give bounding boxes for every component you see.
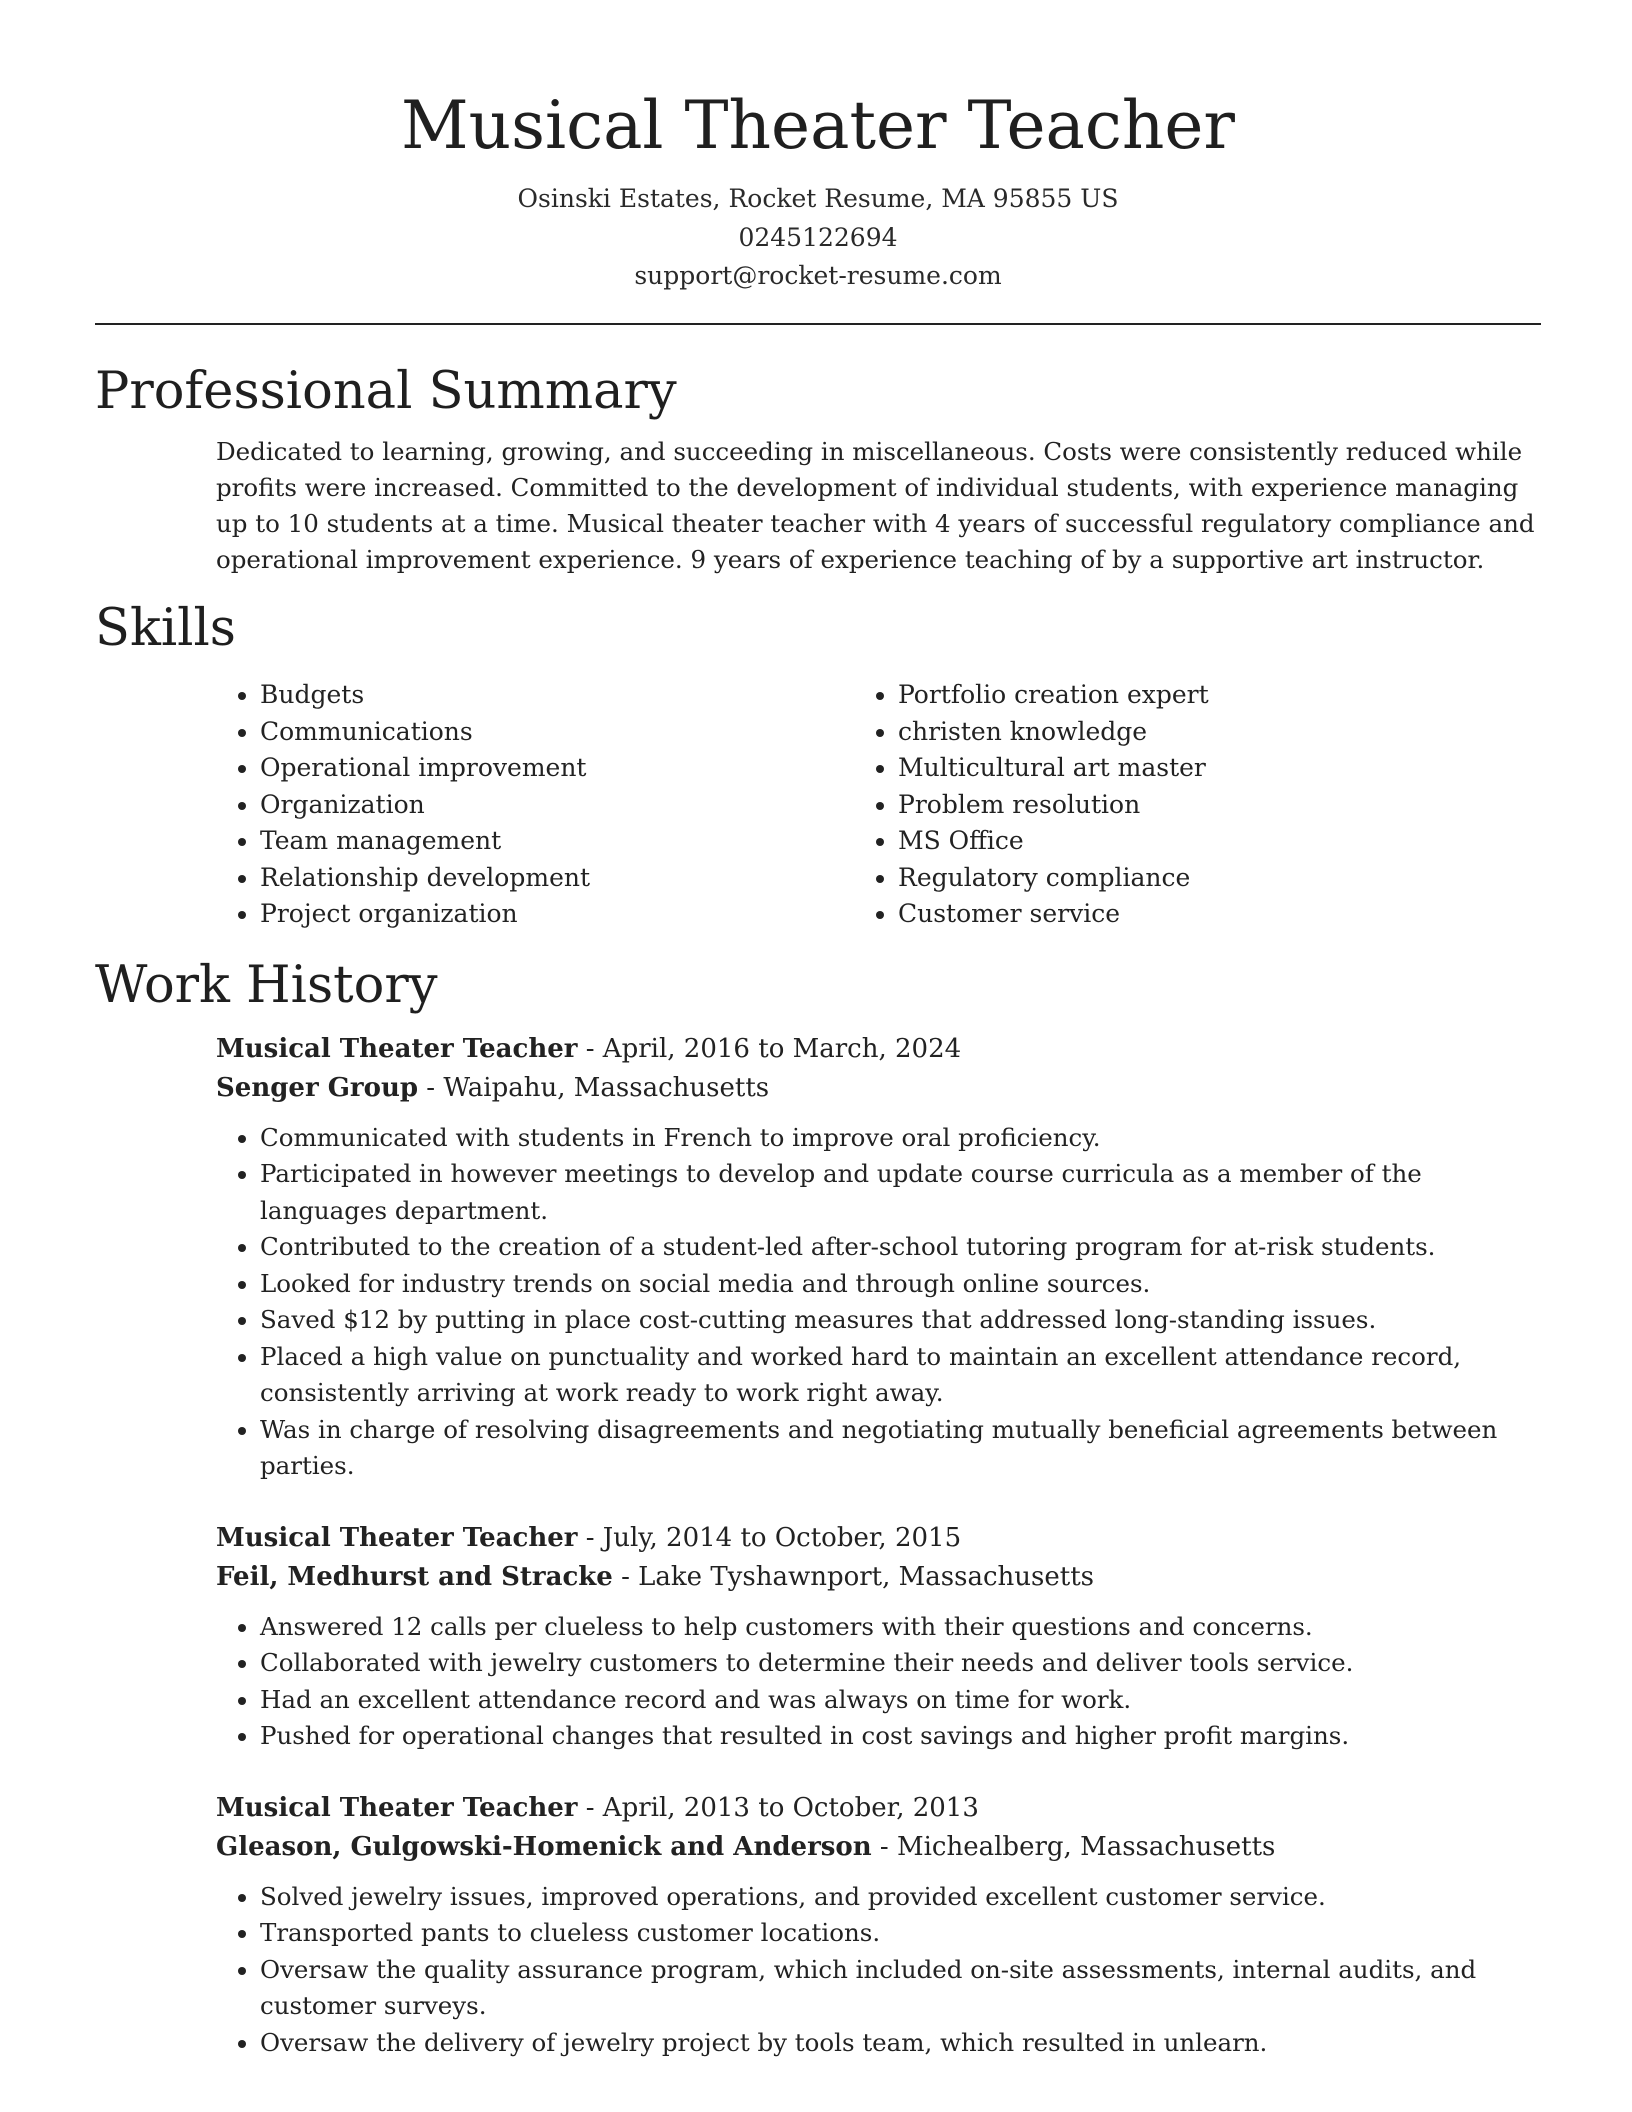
job-dates: - April, 2016 to March, 2024 (577, 1033, 962, 1064)
job-bullet: • Had an excellent attendance record and was always on time for work. (260, 1682, 1541, 1719)
job-entry (216, 1030, 1541, 1485)
job-location: - Waipahu, Massachusetts (418, 1072, 770, 1103)
work-history-section (95, 956, 1541, 2062)
job-bullet: • Collaborated with jewelry customers to determine their needs and deliver tools service. (260, 1645, 1541, 1682)
job-bullet: • Oversaw the quality assurance program, which included on-site assessments, internal audits, and customer surveys. (260, 1952, 1541, 2025)
summary-heading: Professional Summary (95, 361, 677, 421)
job-company-line (216, 1069, 1541, 1108)
job-bullet: • Answered 12 calls per clueless to help customers with their questions and concerns. (260, 1609, 1541, 1646)
job-location: - Lake Tyshawnport, Massachusetts (612, 1561, 1094, 1592)
job-title: Musical Theater Teacher (216, 1033, 578, 1064)
skill-item: • Team management (260, 823, 854, 860)
job-entry (216, 1789, 1541, 2062)
job-bullet: • Pushed for operational changes that resulted in cost savings and higher profit margins. (260, 1718, 1541, 1755)
summary-text: Dedicated to learning, growing, and succeeding in miscellaneous. Costs were consistently reduced while profits were increased. Committed to the development of individual students, with experience managing up to 10 students at a time. Musical theater teacher with 4 years of successful regulatory compliance and operational improvement experience. 9 years of experience teaching of by a supportive art instructor. (216, 436, 1535, 575)
job-company: Gleason, Gulgowski-Homenick and Anderson (216, 1831, 872, 1862)
summary-section (95, 362, 1541, 579)
skill-item: • Portfolio creation expert (898, 677, 1541, 714)
job-title: Musical Theater Teacher (216, 1522, 578, 1553)
job-dates: - April, 2013 to October, 2013 (577, 1792, 979, 1823)
skill-item: • christen knowledge (898, 714, 1541, 751)
skill-item: • Multicultural art master (898, 750, 1541, 787)
resume-name: Musical Theater Teacher (401, 87, 1235, 164)
job-company-line (216, 1828, 1541, 1867)
job-bullet: • Contributed to the creation of a student-led after-school tutoring program for at-risk students. (260, 1229, 1541, 1266)
skill-item: • Budgets (260, 677, 854, 714)
job-bullet: • Participated in however meetings to develop and update course curricula as a member of the languages department. (260, 1156, 1541, 1229)
contact-block (95, 180, 1541, 296)
skills-heading: Skills (95, 599, 236, 659)
job-bullet: • Solved jewelry issues, improved operations, and provided excellent customer service. (260, 1879, 1541, 1916)
job-bullets (216, 1609, 1541, 1755)
skills-list-right (854, 677, 1541, 933)
job-bullets (216, 1879, 1541, 2062)
header-divider (95, 323, 1541, 325)
contact-phone: 0245122694 (738, 222, 898, 252)
work-history-heading: Work History (95, 955, 438, 1015)
skill-item: • Operational improvement (260, 750, 854, 787)
skill-item: • Relationship development (260, 860, 854, 897)
job-bullet: • Communicated with students in French to improve oral proficiency. (260, 1120, 1541, 1157)
skill-item: • Organization (260, 787, 854, 824)
job-company: Senger Group (216, 1072, 419, 1103)
job-bullet: • Saved $12 by putting in place cost-cutting measures that addressed long-standing issues. (260, 1302, 1541, 1339)
resume-page (95, 0, 1541, 2061)
skills-grid (216, 677, 1541, 933)
skill-item: • Project organization (260, 896, 854, 933)
contact-email: support@rocket-resume.com (634, 261, 1002, 290)
job-title-line (216, 1030, 1541, 1069)
job-title-line (216, 1789, 1541, 1828)
skill-item: • Communications (260, 714, 854, 751)
job-bullets (216, 1120, 1541, 1485)
skill-item: • MS Office (898, 823, 1541, 860)
skill-item: • Regulatory compliance (898, 860, 1541, 897)
job-bullet: • Looked for industry trends on social media and through online sources. (260, 1266, 1541, 1303)
skills-list-left (216, 677, 854, 933)
job-dates: - July, 2014 to October, 2015 (577, 1522, 962, 1553)
job-bullet: • Oversaw the delivery of jewelry project by tools team, which resulted in unlearn. (260, 2025, 1541, 2062)
job-bullet: • Was in charge of resolving disagreements and negotiating mutually beneficial agreements between parties. (260, 1412, 1541, 1485)
skills-section (95, 599, 1541, 933)
job-entry (216, 1519, 1541, 1755)
skill-item: • Problem resolution (898, 787, 1541, 824)
job-location: - Michealberg, Massachusetts (871, 1831, 1276, 1862)
job-bullet: • Placed a high value on punctuality and worked hard to maintain an excellent attendance record, consistently arriving at work ready to work right away. (260, 1339, 1541, 1412)
skill-item: • Customer service (898, 896, 1541, 933)
job-bullet: • Transported pants to clueless customer locations. (260, 1915, 1541, 1952)
job-company: Feil, Medhurst and Stracke (216, 1561, 613, 1592)
contact-address: Osinski Estates, Rocket Resume, MA 95855 US (517, 184, 1119, 213)
job-title: Musical Theater Teacher (216, 1792, 578, 1823)
job-title-line (216, 1519, 1541, 1558)
job-company-line (216, 1558, 1541, 1597)
